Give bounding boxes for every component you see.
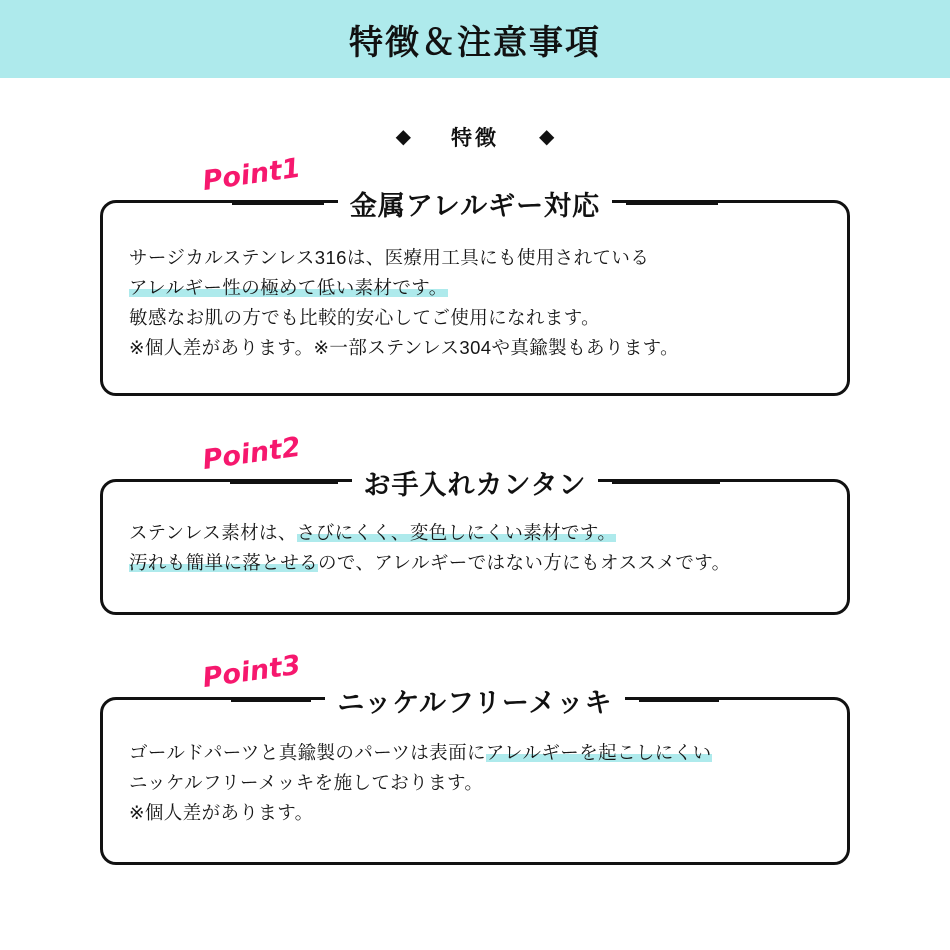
point-block-3 xyxy=(100,649,850,865)
heading-rule-left xyxy=(230,481,338,484)
body-text: ゴールドパーツと真鍮製のパーツは表面に xyxy=(129,742,486,763)
highlighted-text: アレルギーを起こしにくい xyxy=(485,742,712,763)
body-text: サージカルステンレス316は、医療用工具にも使用されている xyxy=(129,247,650,268)
heading-rule-left xyxy=(232,202,324,205)
highlighted-text: さびにくく、変色しにくい素材です。 xyxy=(296,522,617,543)
body-line xyxy=(129,768,821,798)
point-block-2 xyxy=(100,431,850,615)
point-block-1 xyxy=(100,152,850,396)
body-line xyxy=(129,273,821,303)
point-body-1 xyxy=(129,243,821,363)
point-badge-3: Point3 xyxy=(200,649,303,694)
point-body-3 xyxy=(129,738,821,828)
point-body-2 xyxy=(129,518,821,578)
point-heading-text-2: お手入れカンタン xyxy=(352,463,599,502)
body-line xyxy=(129,303,821,333)
diamond-right-icon: ◆ xyxy=(539,126,555,148)
body-line xyxy=(129,333,821,363)
diamond-left-icon: ◆ xyxy=(395,126,411,148)
page-title: 特徴＆注意事項 xyxy=(349,23,601,62)
body-line xyxy=(129,243,821,273)
point-badge-2: Point2 xyxy=(200,431,303,476)
point-heading-text-3: ニッケルフリーメッキ xyxy=(325,681,624,720)
point-badge-1: Point1 xyxy=(200,152,303,197)
body-line xyxy=(129,738,821,768)
body-text: ※個人差があります。 xyxy=(129,801,314,823)
body-text: ニッケルフリーメッキを施しております。 xyxy=(129,771,484,793)
heading-rule-right xyxy=(639,699,719,702)
heading-rule-left xyxy=(231,699,311,702)
point-card-3 xyxy=(100,688,850,865)
highlighted-text: 汚れも簡単に落とせる xyxy=(129,551,319,573)
heading-rule-right xyxy=(612,481,720,484)
section-heading-label: 特徴 xyxy=(451,127,499,150)
body-text: ※個人差があります。※一部ステンレス304や真鍮製もあります。 xyxy=(129,336,679,358)
point-card-1 xyxy=(100,191,850,396)
body-text: ステンレス素材は、 xyxy=(129,522,297,543)
highlighted-text: アレルギー性の極めて低い素材です。 xyxy=(129,276,448,298)
body-line xyxy=(129,798,821,828)
section-heading xyxy=(0,122,950,152)
point-card-2 xyxy=(100,470,850,615)
body-line xyxy=(129,518,821,548)
point-heading-text-1: 金属アレルギー対応 xyxy=(338,184,612,223)
body-text: ので、アレルギーではない方にもオススメです。 xyxy=(318,551,731,573)
body-text: 敏感なお肌の方でも比較的安心してご使用になれます。 xyxy=(129,306,601,328)
heading-rule-right xyxy=(626,202,718,205)
body-line xyxy=(129,548,821,578)
header-banner xyxy=(0,0,950,78)
